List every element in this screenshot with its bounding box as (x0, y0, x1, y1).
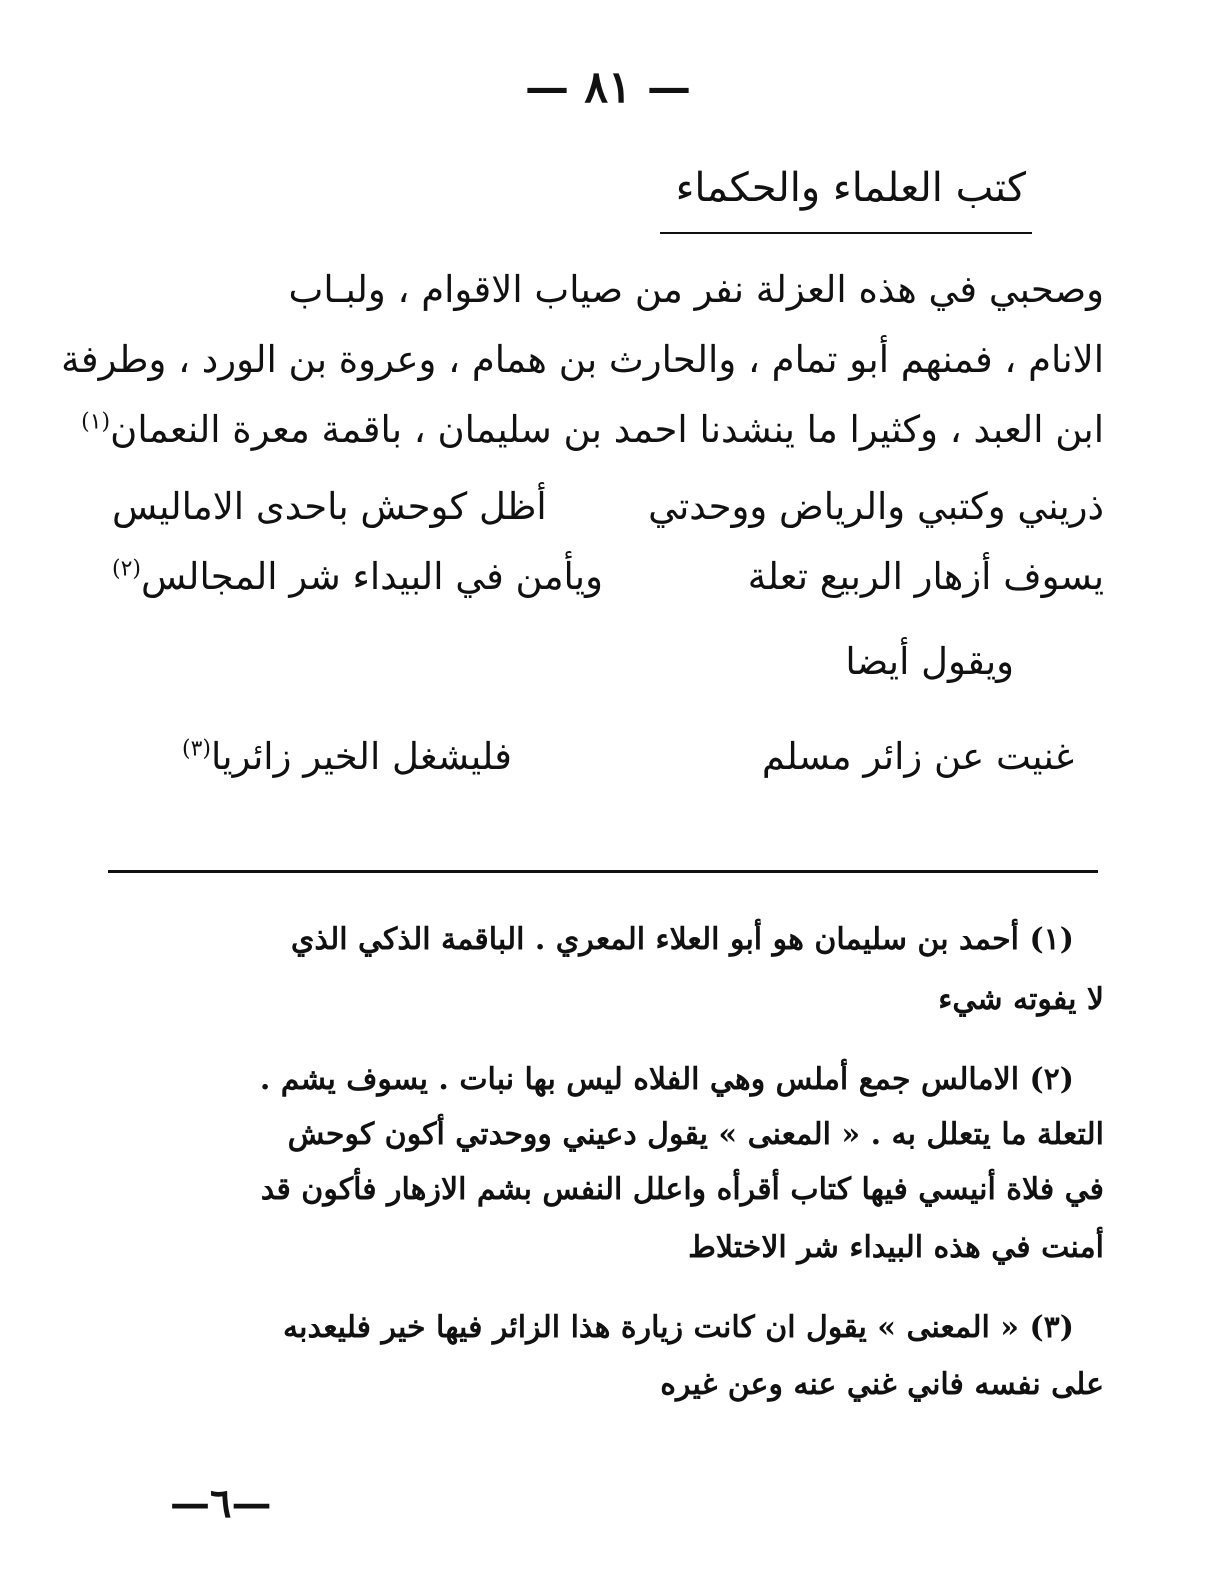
verse-3-second-text: فليشغل الخير زائريا (211, 735, 512, 778)
footnote-1-line-1: (١) أحمد بن سليمان هو أبو العلاء المعري . الباقمة الذكي الذي (290, 922, 1074, 957)
body-line-3 (81, 408, 1104, 451)
footnote-2-line-4: أمنت في هذه البيداء شر الاختلاط (688, 1230, 1104, 1265)
footnote-divider (108, 870, 1098, 873)
footnote-mark-2: (٢) (112, 556, 142, 582)
body-line-2: الانام ، فمنهم أبو تمام ، والحارث بن همام ، وعروة بن الورد ، وطرفة (61, 338, 1104, 381)
footnote-mark-1: (١) (81, 409, 111, 435)
verse-2-first-hemistich: يسوف أزهار الربيع تعلة (747, 555, 1104, 598)
section-title: كتب العلماء والحكماء (675, 165, 1026, 211)
footnote-2-line-3: في فلاة أنيسي فيها كتاب أقرأه واعلل النفس بشم الازهار فأكون قد (260, 1172, 1104, 1207)
title-underline (660, 232, 1032, 234)
verse-3 (182, 735, 1074, 785)
verse-1-first-hemistich: ذريني وكتبي والرياض ووحدتي (648, 485, 1104, 528)
verse-1 (112, 485, 1104, 535)
footnote-3-line-2: على نفسه فاني غني عنه وعن غيره (660, 1367, 1104, 1402)
verse-3-first-hemistich: غنيت عن زائر مسلم (761, 735, 1074, 778)
body-line-1: وصحبي في هذه العزلة نفر من صياب الاقوام ، ولبـاب (288, 268, 1104, 311)
footnote-1-line-2: لا يفوته شيء (938, 982, 1104, 1017)
footnote-mark-3: (٣) (182, 736, 212, 762)
footnote-2-line-1: (٢) الامالس جمع أملس وهي الفلاه ليس بها نبات . يسوف يشم . (259, 1062, 1074, 1097)
verse-1-second-hemistich: أظل كوحش باحدى الاماليس (112, 485, 547, 528)
verse-2 (112, 555, 1104, 605)
verse-3-second-hemistich (182, 735, 512, 778)
footnote-2-line-2: التعلة ما يتعلل به . « المعنى » يقول دعيني ووحدتي أكون كوحش (287, 1117, 1104, 1152)
footer-number: —٦— (170, 1480, 272, 1527)
body-line-4: ويقول أيضا (845, 640, 1014, 683)
verse-2-second-hemistich (112, 555, 603, 598)
footnote-3-line-1: (٣) « المعنى » يقول ان كانت زيارة هذا الزائر فيها خير فليعدبه (283, 1310, 1074, 1345)
verse-2-second-text: ويأمن في البيداء شر المجالس (141, 555, 603, 598)
page-number: — ٨١ — (525, 62, 691, 113)
body-line-3-text: ابن العبد ، وكثيرا ما ينشدنا احمد بن سليمان ، باقمة معرة النعمان (110, 408, 1104, 451)
